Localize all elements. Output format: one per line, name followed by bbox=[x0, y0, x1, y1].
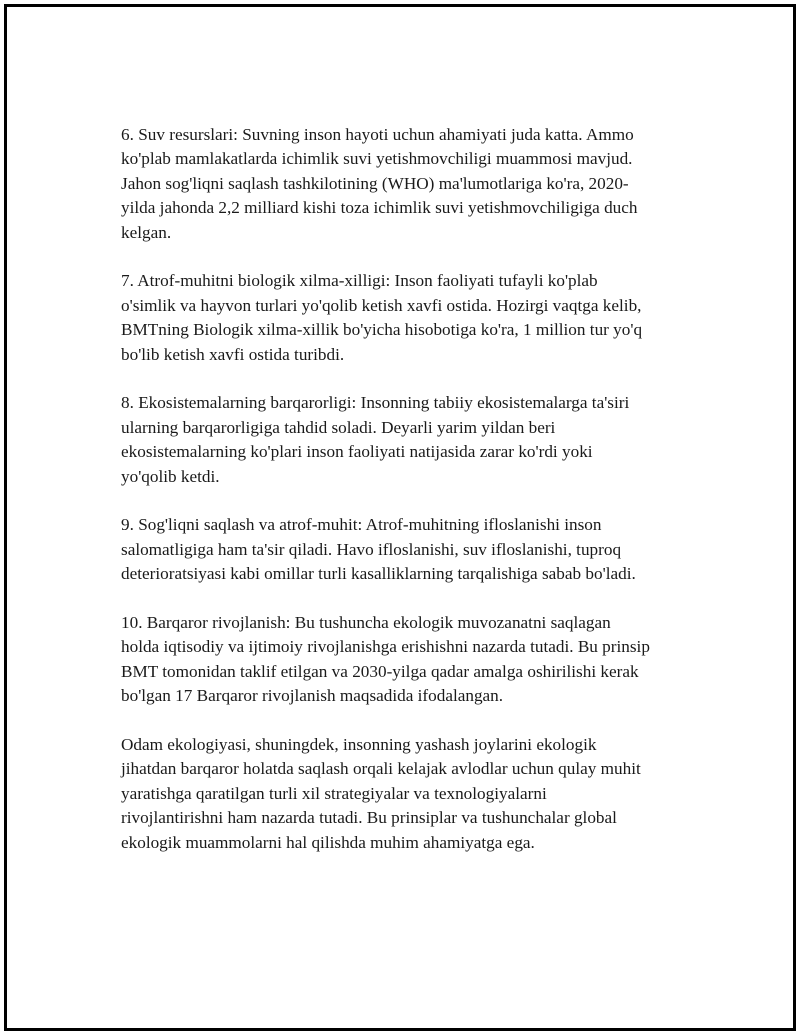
paragraph-ecosystem-stability: 8. Ekosistemalarning barqarorligi: Insonning tabiiy ekosistemalarga ta'siri ularning barqarorligiga tahdid soladi. Deyarli yarim yildan beri ekosistemalarning ko'plari inson faoliyati natijasida zarar ko'rdi yoki yo'qolib ketdi. bbox=[121, 393, 630, 486]
paragraph-biodiversity: 7. Atrof-muhitni biologik xilma-xilligi: Inson faoliyati tufayli ko'plab o'simlik va hayvon turlari yo'qolib ketish xavfi ostida. Hozirgi vaqtga kelib, BMTning Biologik xilma-xillik bo'yicha hisobotiga ko'ra, 1 million tur yo'q bo'lib ketish xavfi ostida turibdi. bbox=[121, 271, 643, 364]
paragraph-conclusion: Odam ekologiyasi, shuningdek, insonning yashash joylarini ekologik jihatdan barqaror holatda saqlash orqali kelajak avlodlar uchun qulay muhit yaratishga qaratilgan turli xil strategiyalar va texnologiyalarni rivojlantirishni ham nazarda tutadi. Bu prinsiplar va tushunchalar global ekologik muammolarni hal qilishda muhim ahamiyatga ega. bbox=[121, 735, 641, 852]
paragraph-health-environment: 9. Sog'liqni saqlash va atrof-muhit: Atrof-muhitning ifloslanishi inson salomatligiga ham ta'sir qiladi. Havo ifloslanishi, suv ifloslanishi, tuproq deterioratsiyasi kabi omillar turli kasalliklarning tarqalishiga sabab bo'ladi. bbox=[121, 515, 636, 584]
document-body bbox=[121, 123, 681, 880]
paragraph-water-resources: 6. Suv resurslari: Suvning inson hayoti uchun ahamiyati juda katta. Ammo ko'plab mamlakatlarda ichimlik suvi yetishmovchiligi muammosi mavjud. Jahon sog'liqni saqlash tashkilotining (WHO) ma'lumotlariga ko'ra, 2020- yilda jahonda 2,2 milliard kishi toza ichimlik suvi yetishmovchiligiga duch kelgan. bbox=[121, 125, 638, 242]
paragraph-sustainable-development: 10. Barqaror rivojlanish: Bu tushuncha ekologik muvozanatni saqlagan holda iqtisodiy va ijtimoiy rivojlanishga erishishni nazarda tutadi. Bu prinsip BMT tomonidan taklif etilgan va 2030-yilga qadar amalga oshirilishi kerak bo'lgan 17 Barqaror rivojlanish maqsadida ifodalangan. bbox=[121, 613, 650, 706]
page-border bbox=[4, 4, 796, 1031]
